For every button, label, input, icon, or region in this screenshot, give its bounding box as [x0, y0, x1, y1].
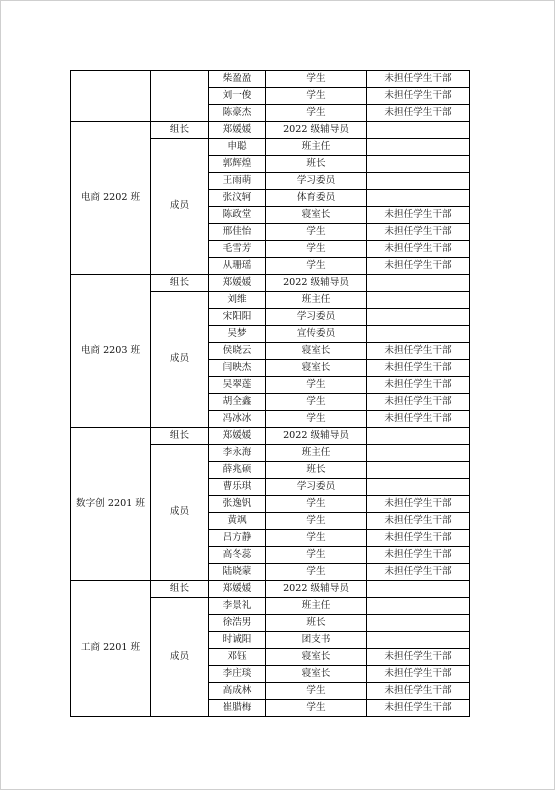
- member-name-cell: 崔腊梅: [209, 700, 266, 717]
- member-name-cell: 邓钰: [209, 649, 266, 666]
- member-note-cell: 未担任学生干部: [367, 207, 470, 224]
- member-role-cell: 班长: [266, 462, 367, 479]
- member-name-cell: 郑媛媛: [209, 428, 266, 445]
- table-row: [71, 275, 470, 292]
- member-note-cell: 未担任学生干部: [367, 683, 470, 700]
- member-role-cell: 学生: [266, 394, 367, 411]
- member-role-cell: 学生: [266, 88, 367, 105]
- member-role-cell: 学生: [266, 547, 367, 564]
- member-role-cell: 寝室长: [266, 649, 367, 666]
- member-role-cell: 2022 级辅导员: [266, 581, 367, 598]
- class-name-cell: 电商 2203 班: [71, 275, 151, 428]
- group-role-cell: 组长: [151, 428, 209, 445]
- group-role-cell: 组长: [151, 581, 209, 598]
- member-name-cell: 胡全鑫: [209, 394, 266, 411]
- member-role-cell: 学生: [266, 241, 367, 258]
- member-note-cell: [367, 122, 470, 139]
- member-note-cell: 未担任学生干部: [367, 105, 470, 122]
- member-role-cell: 学习委员: [266, 309, 367, 326]
- member-note-cell: [367, 275, 470, 292]
- member-note-cell: 未担任学生干部: [367, 241, 470, 258]
- table-row: [71, 122, 470, 139]
- class-name-cell: 电商 2202 班: [71, 122, 151, 275]
- member-note-cell: [367, 598, 470, 615]
- member-role-cell: 团支书: [266, 632, 367, 649]
- member-name-cell: 高冬蕊: [209, 547, 266, 564]
- member-name-cell: 从珊瑶: [209, 258, 266, 275]
- member-name-cell: 闫映杰: [209, 360, 266, 377]
- member-role-cell: 寝室长: [266, 666, 367, 683]
- group-role-cell: 组长: [151, 122, 209, 139]
- member-role-cell: 2022 级辅导员: [266, 275, 367, 292]
- member-role-cell: 学习委员: [266, 479, 367, 496]
- member-name-cell: 侯晓云: [209, 343, 266, 360]
- member-name-cell: 邢佳怡: [209, 224, 266, 241]
- member-name-cell: 柴盈盈: [209, 71, 266, 88]
- group-role-cell: 成员: [151, 292, 209, 428]
- member-note-cell: 未担任学生干部: [367, 377, 470, 394]
- member-role-cell: 学生: [266, 71, 367, 88]
- class-name-cell: 工商 2201 班: [71, 581, 151, 717]
- member-role-cell: 学生: [266, 224, 367, 241]
- member-name-cell: 陈豪杰: [209, 105, 266, 122]
- member-name-cell: 黄飒: [209, 513, 266, 530]
- member-note-cell: 未担任学生干部: [367, 547, 470, 564]
- member-note-cell: [367, 190, 470, 207]
- member-note-cell: [367, 173, 470, 190]
- member-role-cell: 学生: [266, 377, 367, 394]
- group-role-cell: 成员: [151, 139, 209, 275]
- member-note-cell: 未担任学生干部: [367, 360, 470, 377]
- member-role-cell: 学生: [266, 564, 367, 581]
- member-name-cell: 李庄琰: [209, 666, 266, 683]
- member-role-cell: 班长: [266, 156, 367, 173]
- member-role-cell: 班长: [266, 615, 367, 632]
- member-name-cell: 吴翠莲: [209, 377, 266, 394]
- group-role-cell: [151, 71, 209, 122]
- member-name-cell: 郑媛媛: [209, 275, 266, 292]
- table-row: [71, 428, 470, 445]
- member-name-cell: 曹乐琪: [209, 479, 266, 496]
- member-note-cell: [367, 615, 470, 632]
- member-role-cell: 学生: [266, 105, 367, 122]
- member-note-cell: 未担任学生干部: [367, 496, 470, 513]
- class-roster-table: [70, 70, 470, 717]
- member-name-cell: 薛兆硕: [209, 462, 266, 479]
- member-role-cell: 学生: [266, 411, 367, 428]
- member-note-cell: 未担任学生干部: [367, 700, 470, 717]
- member-note-cell: 未担任学生干部: [367, 343, 470, 360]
- class-name-cell: 数字创 2201 班: [71, 428, 151, 581]
- class-name-cell: [71, 71, 151, 122]
- member-name-cell: 郑媛媛: [209, 122, 266, 139]
- member-note-cell: 未担任学生干部: [367, 71, 470, 88]
- member-name-cell: 吴梦: [209, 326, 266, 343]
- member-name-cell: 徐浩男: [209, 615, 266, 632]
- member-name-cell: 吕方静: [209, 530, 266, 547]
- member-role-cell: 学生: [266, 683, 367, 700]
- member-note-cell: 未担任学生干部: [367, 394, 470, 411]
- member-name-cell: 张汶轲: [209, 190, 266, 207]
- member-name-cell: 张逸钒: [209, 496, 266, 513]
- member-note-cell: [367, 428, 470, 445]
- member-note-cell: 未担任学生干部: [367, 530, 470, 547]
- member-name-cell: 郭辉煌: [209, 156, 266, 173]
- member-name-cell: 时诚阳: [209, 632, 266, 649]
- member-role-cell: 班主任: [266, 445, 367, 462]
- member-name-cell: 宋阳阳: [209, 309, 266, 326]
- member-note-cell: [367, 581, 470, 598]
- member-name-cell: 高成林: [209, 683, 266, 700]
- member-note-cell: 未担任学生干部: [367, 649, 470, 666]
- member-note-cell: 未担任学生干部: [367, 411, 470, 428]
- member-role-cell: 班主任: [266, 292, 367, 309]
- member-role-cell: 班主任: [266, 598, 367, 615]
- member-name-cell: 陆晓蒙: [209, 564, 266, 581]
- member-name-cell: 刘一俊: [209, 88, 266, 105]
- member-name-cell: 冯冰冰: [209, 411, 266, 428]
- member-note-cell: [367, 326, 470, 343]
- member-role-cell: 寝室长: [266, 207, 367, 224]
- member-name-cell: 李永海: [209, 445, 266, 462]
- member-name-cell: 刘维: [209, 292, 266, 309]
- group-role-cell: 组长: [151, 275, 209, 292]
- member-note-cell: 未担任学生干部: [367, 666, 470, 683]
- member-note-cell: [367, 139, 470, 156]
- member-note-cell: 未担任学生干部: [367, 88, 470, 105]
- member-note-cell: [367, 156, 470, 173]
- member-role-cell: 学生: [266, 530, 367, 547]
- member-name-cell: 王雨萌: [209, 173, 266, 190]
- member-role-cell: 学生: [266, 513, 367, 530]
- group-role-cell: 成员: [151, 445, 209, 581]
- member-note-cell: 未担任学生干部: [367, 564, 470, 581]
- member-role-cell: 2022 级辅导员: [266, 428, 367, 445]
- member-role-cell: 学生: [266, 700, 367, 717]
- member-note-cell: 未担任学生干部: [367, 258, 470, 275]
- member-note-cell: [367, 309, 470, 326]
- member-name-cell: 陈政堂: [209, 207, 266, 224]
- member-note-cell: 未担任学生干部: [367, 513, 470, 530]
- table-row: [71, 581, 470, 598]
- member-role-cell: 宣传委员: [266, 326, 367, 343]
- member-role-cell: 学生: [266, 496, 367, 513]
- group-role-cell: 成员: [151, 598, 209, 717]
- member-role-cell: 学习委员: [266, 173, 367, 190]
- member-role-cell: 2022 级辅导员: [266, 122, 367, 139]
- member-note-cell: 未担任学生干部: [367, 224, 470, 241]
- table-row: [71, 71, 470, 88]
- member-role-cell: 寝室长: [266, 360, 367, 377]
- member-role-cell: 寝室长: [266, 343, 367, 360]
- member-role-cell: 学生: [266, 258, 367, 275]
- member-name-cell: 郑媛媛: [209, 581, 266, 598]
- member-note-cell: [367, 445, 470, 462]
- member-note-cell: [367, 479, 470, 496]
- member-note-cell: [367, 292, 470, 309]
- member-note-cell: [367, 632, 470, 649]
- member-role-cell: 体育委员: [266, 190, 367, 207]
- member-name-cell: 申聪: [209, 139, 266, 156]
- member-role-cell: 班主任: [266, 139, 367, 156]
- member-name-cell: 毛雪芳: [209, 241, 266, 258]
- member-name-cell: 李景礼: [209, 598, 266, 615]
- member-note-cell: [367, 462, 470, 479]
